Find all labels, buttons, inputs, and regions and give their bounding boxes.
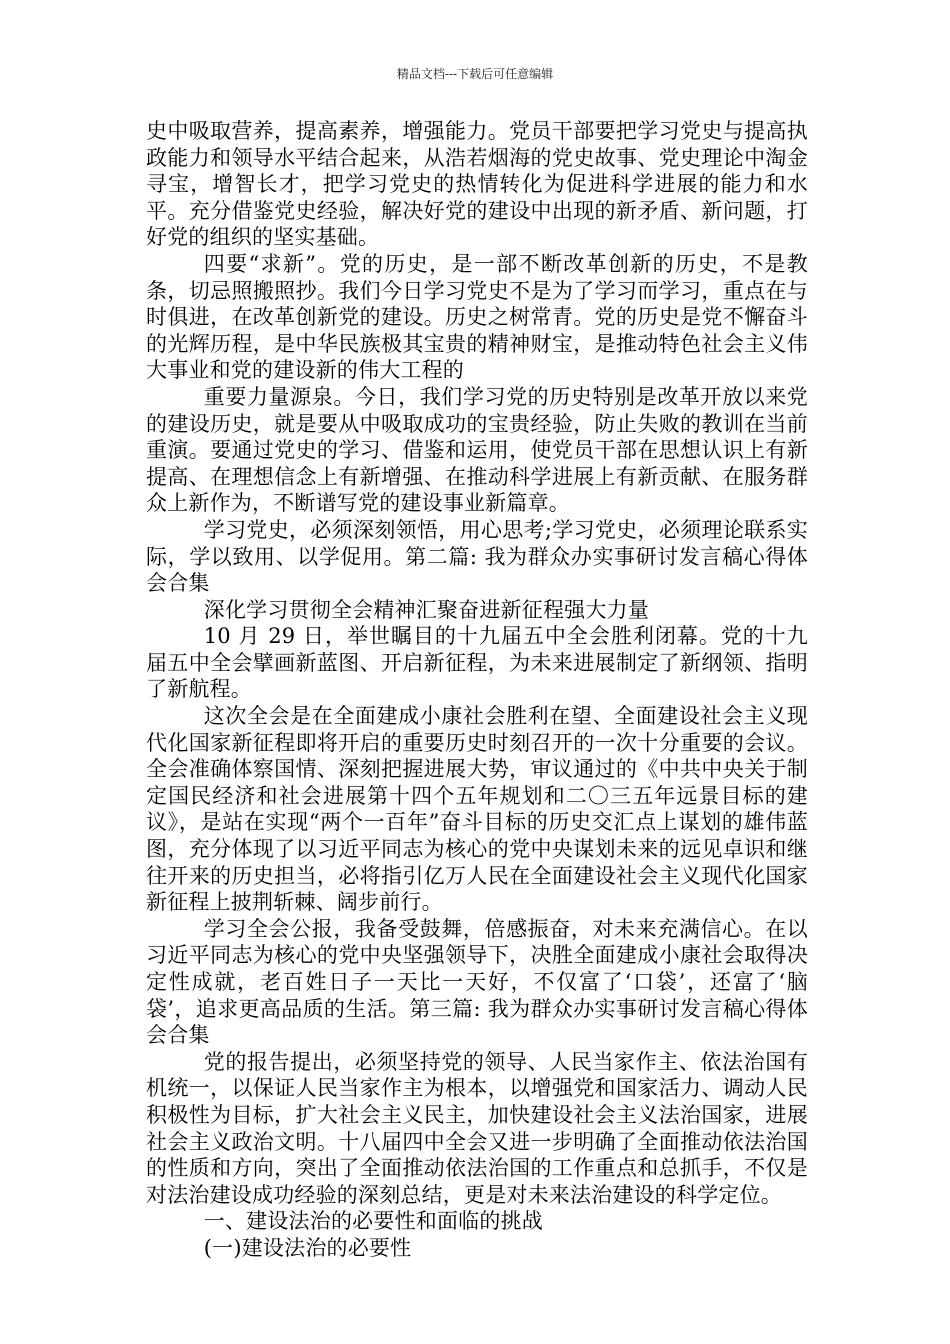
section-heading: 深化学习贯彻全会精神汇聚奋进新征程强大力量 <box>203 597 649 622</box>
section-heading: 一、建设法治的必要性和面临的挑战 <box>203 1209 543 1234</box>
paragraph: 10 月 29 日，举世瞩目的十九届五中全会胜利闭幕。党的十九届五中全会擘画新蓝图、开启新征程，为未来进展制定了新纲领、指明了新航程。 <box>146 624 808 702</box>
paragraph: 四要“求新”。党的历史，是一部不断改革创新的历史，不是教条，切忌照搬照抄。我们今日学习党史不是为了学习而学习，重点在与时俱进，在改革创新党的建设。历史之树常青。党的历史是党不懈奋斗的光辉历程，是中华民族极其宝贵的精神财宝，是推动特色社会主义伟大事业和党的建设新的伟大工程的 <box>146 251 808 383</box>
paragraph: 党的报告提出，必须坚持党的领导、人民当家作主、依法治国有机统一，以保证人民当家作主为根本，以增强党和国家活力、调动人民积极性为目标，扩大社会主义民主，加快建设社会主义法治国家，进展社会主义政治文明。十八届四中全会又进一步明确了全面推动依法治国的性质和方向，突出了全面推动依法治国的工作重点和总抓手，不仅是对法治建设成功经验的深刻总结，更是对未来法治建设的科学定位。 <box>146 1049 808 1207</box>
subsection-heading: (一)建设法治的必要性 <box>203 1235 412 1260</box>
document-body <box>146 118 808 1262</box>
paragraph: 重要力量源泉。今日，我们学习党的历史特别是改革开放以来党的建设历史，就是要从中吸取成功的宝贵经验，防止失败的教训在当前重演。要通过党史的学习、借鉴和运用，使党员干部在思想认识上有新提高、在理想信念上有新增强、在推动科学进展上有新贡献、在服务群众上新作为，不断谱写党的建设事业新篇章。 <box>146 384 808 516</box>
paragraph: 史中吸取营养，提高素养，增强能力。党员干部要把学习党史与提高执政能力和领导水平结合起来，从浩若烟海的党史故事、党史理论中淘金寻宝，增智长才，把学习党史的热情转化为促进科学进展的能力和水平。充分借鉴党史经验，解决好党的建设中出现的新矛盾、新问题，打好党的组织的坚实基础。 <box>146 119 808 250</box>
paragraph: 学习全会公报，我备受鼓舞，倍感振奋，对未来充满信心。在以习近平同志为核心的党中央坚强领导下，决胜全面建成小康社会取得决定性成就，老百姓日子一天比一天好，不仅富了‘口袋’，还富了‘脑袋’，追求更高品质的生活。第三篇: 我为群众办实事研讨发言稿心得体会合集 <box>146 916 808 1048</box>
paragraph: 这次全会是在全面建成小康社会胜利在望、全面建设社会主义现代化国家新征程即将开启的重要历史时刻召开的一次十分重要的会议。全会准确体察国情、深刻把握进展大势，审议通过的《中共中央关于制定国民经济和社会进展第十四个五年规划和二〇三五年远景目标的建议》，是站在实现“两个一百年”奋斗目标的历史交汇点上谋划的雄伟蓝图，充分体现了以习近平同志为核心的党中央谋划未来的远见卓识和继往开来的历史担当，必将指引亿万人民在全面建设社会主义现代化国家新征程上披荆斩棘、阔步前行。 <box>146 704 808 915</box>
paragraph: 学习党史，必须深刻领悟，用心思考;学习党史，必须理论联系实际，学以致用、以学促用。第二篇: 我为群众办实事研讨发言稿心得体会合集 <box>146 517 808 596</box>
page-header: 精品文档---下载后可任意编辑 <box>396 67 554 81</box>
